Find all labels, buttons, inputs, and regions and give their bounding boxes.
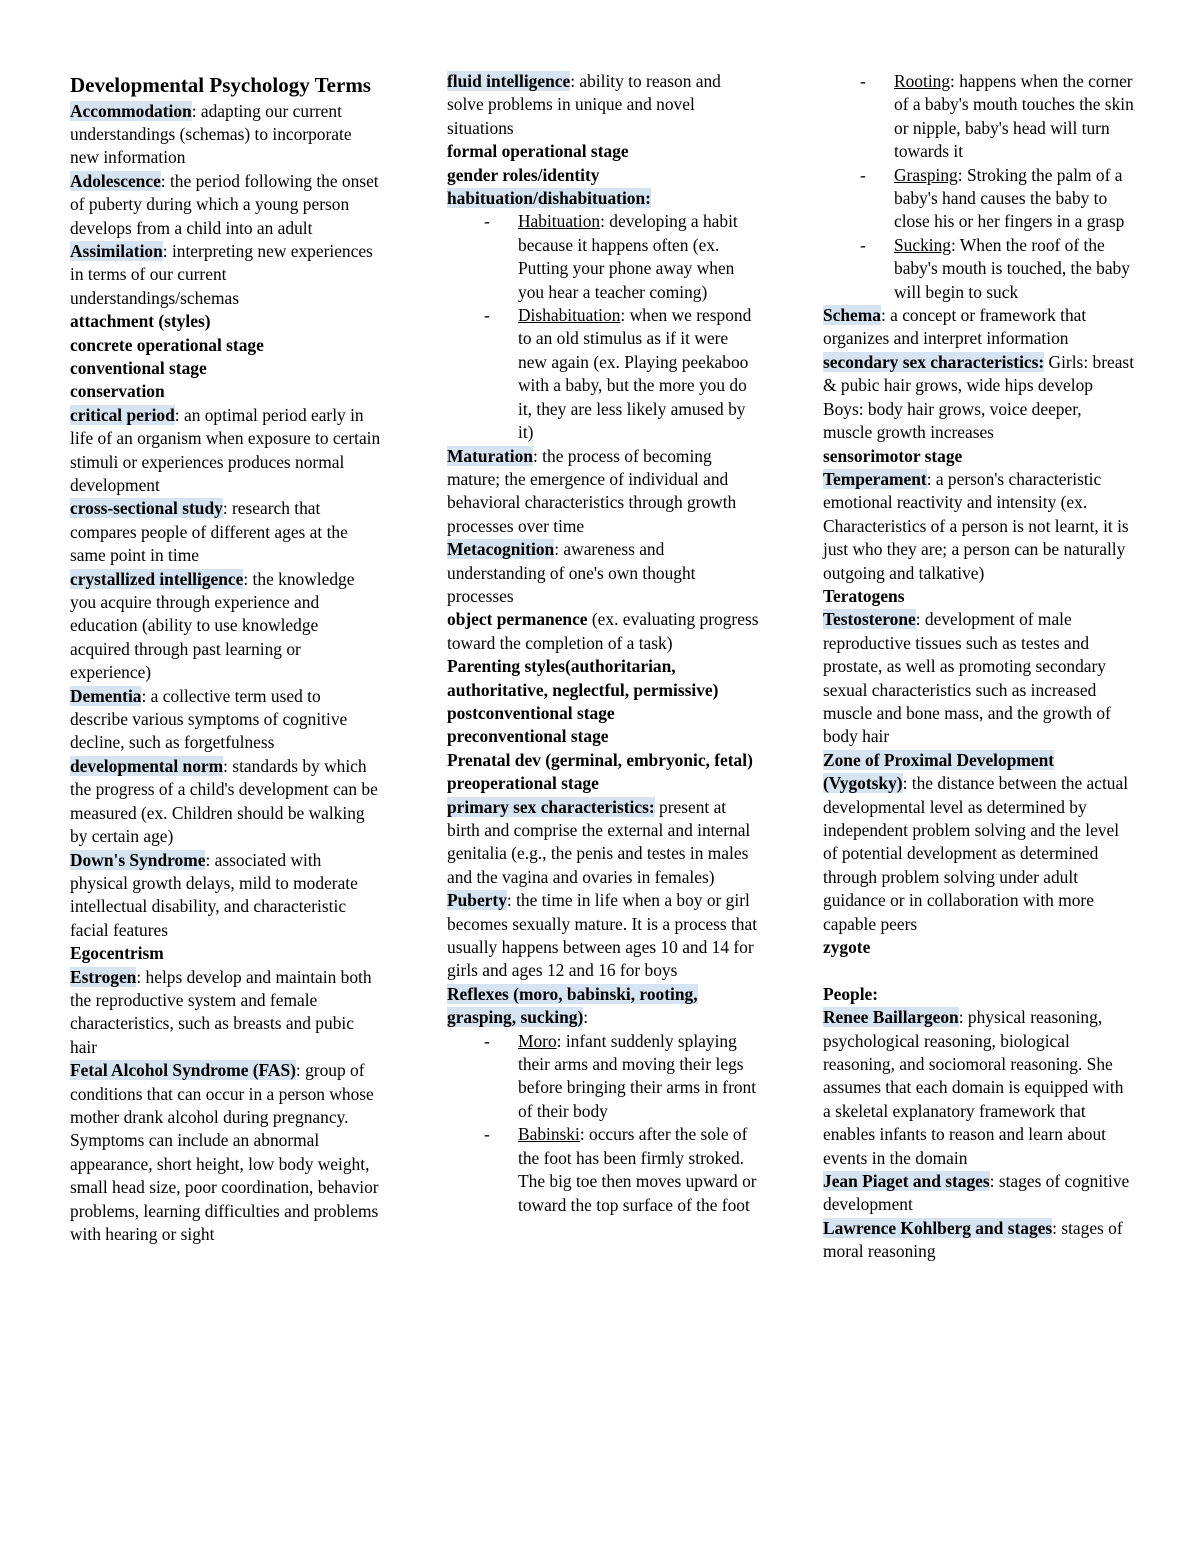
term-definition: : the distance between the actual developmental level as determined by independent problem solving and the level of potential development as determined through problem solving under adult guidance or in collaboration with more capable peers [823, 773, 1129, 934]
sub-entry [447, 210, 759, 304]
sub-entry [823, 234, 1135, 304]
glossary-entry [447, 796, 759, 890]
glossary-entry [70, 357, 382, 380]
sub-entry [447, 1123, 759, 1217]
term-definition: : happens when the corner of a baby's mouth touches the skin or nipple, baby's head will turn towards it [894, 71, 1134, 162]
glossary-entry [447, 140, 759, 163]
glossary-entry [70, 568, 382, 685]
sub-term: Grasping [894, 164, 958, 185]
glossary-term: habituation/dishabituation: [447, 188, 651, 209]
list-dash: - [484, 211, 490, 232]
glossary-entry [823, 1006, 1135, 1170]
glossary-entry [70, 310, 382, 333]
term-definition: : adapting our current understandings (schemas) to incorporate new information [70, 100, 352, 168]
term-definition: : interpreting new experiences in terms of our current understandings/schemas [70, 240, 373, 308]
glossary-term: developmental norm [70, 755, 224, 776]
sub-term: Moro [518, 1030, 557, 1051]
term-definition: : an optimal period early in life of an organism when exposure to certain stimuli or experiences produces normal development [70, 404, 381, 495]
sub-term: Habituation [518, 211, 601, 232]
term-definition: : a person's characteristic emotional reactivity and intensity (ex. Characteristics of a person is not learnt, it is just who they are; a person can be naturally outgoing and talkative) [823, 468, 1129, 583]
glossary-term: object permanence [447, 609, 588, 630]
glossary-entry [70, 334, 382, 357]
glossary-term: Temperament [823, 468, 927, 489]
glossary-term: formal operational stage [447, 141, 629, 162]
glossary-term: Lawrence Kohlberg and stages [823, 1217, 1053, 1238]
glossary-entry [70, 497, 382, 567]
glossary-entry [823, 1217, 1135, 1264]
glossary-entry [823, 468, 1135, 585]
term-definition: : When the roof of the baby's mouth is touched, the baby will begin to suck [894, 234, 1130, 302]
glossary-term: conservation [70, 381, 165, 402]
glossary-entry [70, 685, 382, 755]
term-definition: Boys: body hair grows, voice deeper, muscle growth increases [823, 398, 1082, 443]
glossary-entry [823, 351, 1135, 398]
term-definition: : Stroking the palm of a baby's hand causes the baby to close his or her fingers in a grasp [894, 164, 1125, 232]
glossary-entry [70, 100, 382, 170]
glossary-term: Estrogen [70, 966, 137, 987]
term-definition: : stages of cognitive development [823, 1171, 1130, 1215]
glossary-term: Teratogens [823, 585, 905, 606]
column-3 [823, 70, 1135, 1264]
glossary-term: People: [823, 983, 879, 1004]
glossary-entry [447, 164, 759, 187]
glossary-entry [823, 608, 1135, 748]
glossary-term: sensorimotor stage [823, 445, 963, 466]
term-definition: (ex. evaluating progress toward the completion of a task) [447, 609, 759, 653]
glossary-term: attachment (styles) [70, 311, 211, 332]
glossary-term: Fetal Alcohol Syndrome (FAS) [70, 1060, 296, 1081]
term-definition: : [583, 1007, 589, 1028]
list-dash: - [860, 234, 866, 255]
glossary-entry [823, 304, 1135, 351]
sub-entry [447, 304, 759, 444]
term-definition: : occurs after the sole of the foot has been firmly stroked. The big toe then moves upward or toward the top surface of the foot [518, 1124, 757, 1215]
glossary-term: Dementia [70, 685, 142, 706]
list-dash: - [860, 164, 866, 185]
glossary-entry [823, 749, 1135, 936]
glossary-entry [70, 755, 382, 849]
sub-term: Rooting [894, 71, 951, 91]
glossary-term: Zone of Proximal Development (Vygotsky) [823, 749, 1055, 794]
term-definition: : development of male reproductive tissues such as testes and prostate, as well as promoting secondary sexual characteristics such as increased muscle and bone mass, and the growth of body hair [823, 609, 1111, 747]
term-definition: : group of conditions that can occur in a person whose mother drank alcohol during pregnancy. Symptoms can include an abnormal appearance, short height, low body weight, small head size, poor coordination, behavior problems, learning difficulties and problems with hearing or sight [70, 1060, 379, 1244]
term-definition: : awareness and understanding of one's own thought processes [447, 539, 696, 606]
glossary-entry [823, 398, 1135, 445]
glossary-entry [447, 655, 759, 702]
sub-term: Sucking [894, 234, 952, 255]
glossary-term: secondary sex characteristics: [823, 351, 1045, 372]
glossary-entry [447, 983, 759, 1030]
term-definition: present at birth and comprise the external and internal genitalia (e.g., the penis and testes in males and the vagina and ovaries in females) [447, 796, 751, 887]
glossary-term: Down's Syndrome [70, 849, 206, 870]
glossary-entry [447, 70, 759, 140]
glossary-term: Prenatal dev (germinal, embryonic, fetal) [447, 749, 753, 770]
list-dash: - [484, 1030, 490, 1051]
glossary-entry [447, 889, 759, 983]
glossary-term: Jean Piaget and stages [823, 1171, 990, 1192]
term-definition: : physical reasoning, psychological reasoning, biological reasoning, and sociomoral reasoning. She assumes that each domain is equipped with a skeletal explanatory framework that enables infants to reason and learn about events in the domain [823, 1007, 1124, 1168]
list-dash: - [484, 305, 490, 326]
glossary-entry [447, 702, 759, 725]
glossary-term: Assimilation [70, 240, 163, 261]
glossary-entry [70, 966, 382, 1060]
list-dash: - [860, 71, 866, 91]
glossary-entry [70, 942, 382, 965]
glossary-term: Maturation [447, 445, 533, 466]
glossary-entry [823, 445, 1135, 468]
list-dash: - [484, 1124, 490, 1145]
glossary-entry [70, 849, 382, 943]
glossary-term: Renee Baillargeon [823, 1007, 959, 1028]
glossary-term: zygote [823, 937, 871, 958]
term-definition: : developing a habit because it happens often (ex. Putting your phone away when you hear a teacher coming) [518, 211, 738, 302]
term-definition: : the period following the onset of puberty during which a young person develops from a child into an adult [70, 170, 379, 238]
glossary-term: Reflexes (moro, babinski, rooting, grasping, sucking) [447, 983, 698, 1028]
glossary-entry [447, 749, 759, 772]
glossary-term: Schema [823, 305, 881, 326]
glossary-entry [70, 240, 382, 310]
sub-entry [447, 1030, 759, 1124]
column-1 [70, 70, 382, 1246]
sub-entry [823, 164, 1135, 234]
glossary-entry [823, 983, 1135, 1006]
term-definition: Girls: breast & pubic hair grows, wide hips develop [823, 351, 1135, 396]
glossary-entry [447, 725, 759, 748]
glossary-term: Metacognition [447, 539, 555, 560]
glossary-entry [70, 404, 382, 498]
glossary-term: Puberty [447, 890, 507, 911]
glossary-term: conventional stage [70, 357, 207, 378]
sub-entry [823, 70, 1135, 164]
glossary-term: Adolescence [70, 170, 161, 191]
term-definition: : research that compares people of different ages at the same point in time [70, 498, 348, 566]
glossary-entry [447, 772, 759, 795]
glossary-term: primary sex characteristics: [447, 796, 655, 817]
term-definition: : a concept or framework that organizes and interpret information [823, 305, 1087, 349]
glossary-entry [70, 380, 382, 403]
term-definition: : the process of becoming mature; the emergence of individual and behavioral characteristics through growth processes over time [447, 445, 737, 536]
glossary-entry [70, 1059, 382, 1246]
glossary-term: cross-sectional study [70, 498, 223, 519]
glossary-term: gender roles/identity [447, 164, 600, 185]
glossary-entry [823, 1170, 1135, 1217]
column-2 [447, 70, 759, 1217]
term-definition: : the knowledge you acquire through experience and education (ability to use knowledge acquired through past learning or experience) [70, 568, 355, 683]
glossary-term: postconventional stage [447, 702, 615, 723]
term-definition: : associated with physical growth delays, mild to moderate intellectual disability, and characteristic facial features [70, 849, 358, 940]
glossary-term: Egocentrism [70, 943, 164, 964]
term-definition: : standards by which the progress of a child's development can be measured (ex. Children should be walking by certain age) [70, 755, 378, 847]
term-definition: : helps develop and maintain both the reproductive system and female characteristics, such as breasts and pubic hair [70, 966, 372, 1057]
glossary-entry [447, 445, 759, 539]
glossary-term: crystallized intelligence [70, 568, 244, 589]
glossary-term: critical period [70, 404, 175, 425]
term-definition: : a collective term used to describe various symptoms of cognitive decline, such as forgetfulness [70, 685, 348, 753]
term-definition: : when we respond to an old stimulus as if it were new again (ex. Playing peekaboo with a baby, but the more you do it, they are less likely amused by it) [518, 305, 752, 443]
glossary-term: fluid intelligence [447, 71, 571, 91]
glossary-entry [447, 608, 759, 655]
spacer [823, 959, 1135, 982]
term-definition: : infant suddenly splaying their arms and moving their legs before bringing their arms in front of their body [518, 1030, 757, 1121]
glossary-entry [823, 936, 1135, 959]
glossary-term: preoperational stage [447, 773, 599, 794]
glossary-entry [447, 538, 759, 608]
glossary-entry [447, 187, 759, 210]
term-definition: : the time in life when a boy or girl becomes sexually mature. It is a process that usually happens between ages 10 and 14 for girls and ages 12 and 16 for boys [447, 890, 758, 981]
sub-term: Babinski [518, 1124, 580, 1145]
glossary-entry [823, 585, 1135, 608]
glossary-entry [70, 170, 382, 240]
term-definition: : stages of moral reasoning [823, 1217, 1123, 1262]
glossary-term: Testosterone [823, 609, 916, 630]
page-title: Developmental Psychology Terms [70, 73, 371, 97]
glossary-term: Accommodation [70, 100, 192, 121]
term-definition: : ability to reason and solve problems in unique and novel situations [447, 71, 721, 138]
glossary-term: Parenting styles(authoritarian, authoritative, neglectful, permissive) [447, 656, 719, 700]
sub-term: Dishabituation [518, 305, 621, 326]
glossary-term: concrete operational stage [70, 334, 264, 355]
glossary-term: preconventional stage [447, 726, 609, 747]
